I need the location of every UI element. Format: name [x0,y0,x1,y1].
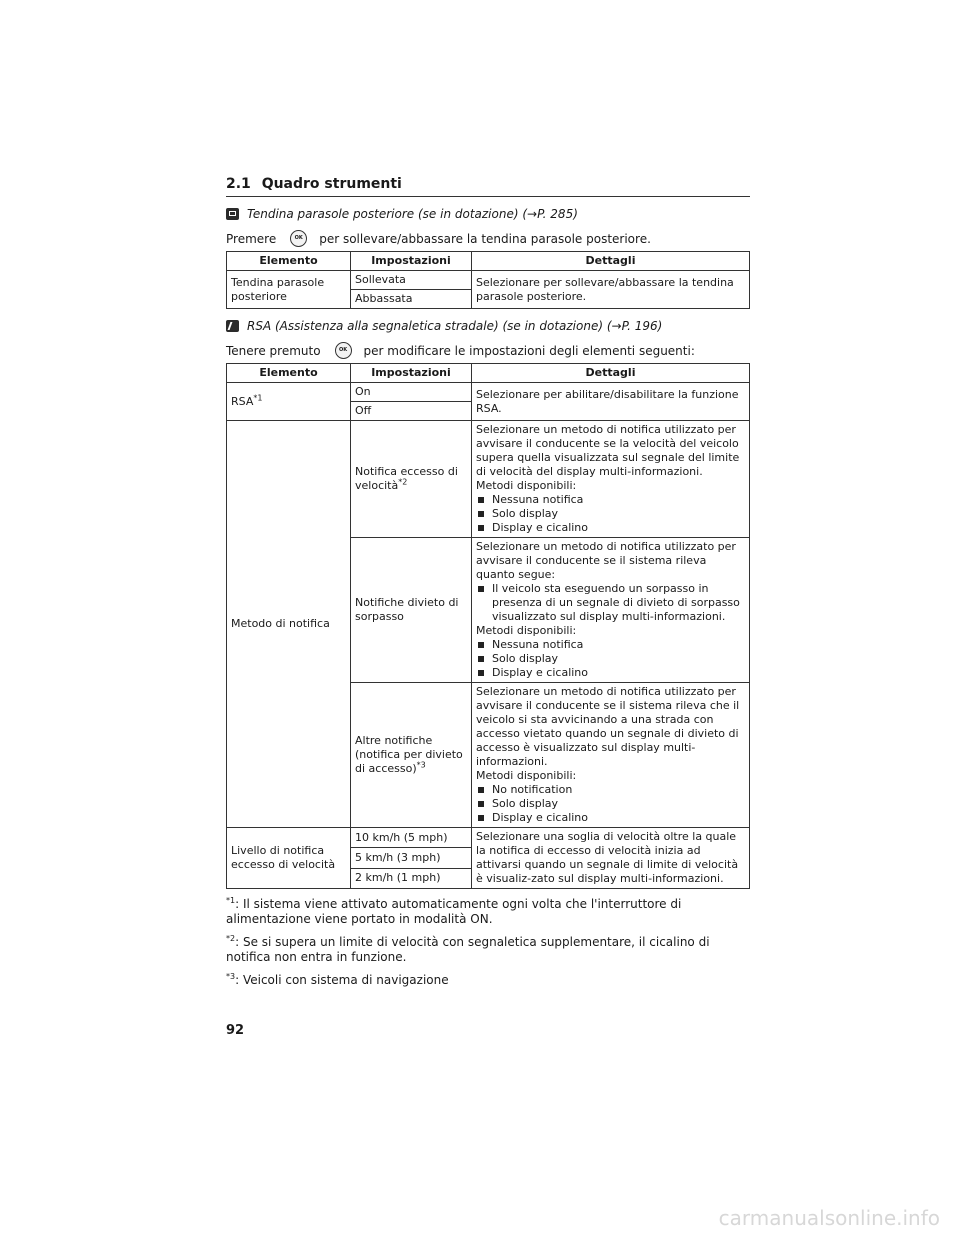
feature-title: Tendina parasole posteriore (se in dotazione) (→P. 285) [247,207,578,221]
details-cell: Selezionare una soglia di velocità oltre la quale la notifica di eccesso di velocità inizia ad attivarsi quando un segnale di limite di velocità è visualiz-zato sul display multi-informazioni. [472,828,750,889]
list-item: Display e cicalino [476,521,745,535]
methods-list [476,493,745,535]
instruction-before: Premere [226,231,277,246]
section-title: Quadro strumenti [261,176,402,192]
sunshade-icon [226,208,239,220]
setting-cell: 10 km/h (5 mph) [351,828,472,848]
setting-cell: Abbassata [351,290,472,309]
instruction-before: Tenere premuto [226,343,321,358]
list-item: Display e cicalino [476,666,745,680]
footnote-mark: *1 [253,392,263,402]
details-cell [472,683,750,828]
page-content [226,176,750,988]
footnote-mark: *2 [398,477,408,487]
footnote-text: : Il sistema viene attivato automaticamente ogni volta che l'interruttore di alimentazione viene portato in modalità ON. [226,897,682,926]
footnote-mark: *1 [226,896,236,905]
methods-label: Metodi disponibili: [476,769,577,782]
instruction-after: per sollevare/abbassare la tendina parasole posteriore. [319,231,651,246]
element-cell [227,383,351,421]
setting-cell [351,421,472,538]
setting-cell: Off [351,402,472,421]
list-item: Nessuna notifica [476,638,745,652]
setting-label: Altre notifiche (notifica per divieto di accesso) [355,734,463,775]
list-item: Display e cicalino [476,811,745,825]
header-impostazioni: Impostazioni [351,252,472,271]
element-cell: Metodo di notifica [227,421,351,828]
footnote-text: : Se si supera un limite di velocità con segnaletica supplementare, il cicalino di notifica non entra in funzione. [226,935,710,964]
footnote-mark: *2 [226,934,236,943]
instruction-line [226,342,750,359]
methods-label: Metodi disponibili: [476,624,577,637]
watermark: carmanualsonline.info [718,1206,940,1230]
instruction-after: per modificare le impostazioni degli elementi seguenti: [363,343,695,358]
element-cell: Livello di notifica eccesso di velocità [227,828,351,889]
list-item: Solo display [476,797,745,811]
header-impostazioni: Impostazioni [351,364,472,383]
section-number: 2.1 [226,176,251,192]
header-elemento: Elemento [227,252,351,271]
feature-rear-sunshade [226,207,750,221]
sunshade-table [226,251,750,309]
setting-cell: 5 km/h (3 mph) [351,848,472,868]
details-cell: Selezionare per abilitare/disabilitare la funzione RSA. [472,383,750,421]
section-header [226,176,750,197]
page-number: 92 [226,1023,245,1038]
methods-list [476,783,745,825]
details-intro: Selezionare un metodo di notifica utilizzato per avvisare il conducente se il sistema rileva quanto segue: [476,540,736,581]
footnote [226,897,750,927]
footnote-text: : Veicoli con sistema di navigazione [235,973,449,987]
ok-button-icon: OK [290,230,307,247]
setting-cell: Sollevata [351,271,472,290]
setting-cell [351,683,472,828]
footnote-mark: *3 [226,972,236,981]
details-cell [472,538,750,683]
details-intro: Selezionare un metodo di notifica utilizzato per avvisare il conducente se il sistema rileva che il veicolo si sta avvicinando a una strada con accesso vietato quando un segnale di divieto di accesso è visualizzato sul display multi-informazioni. [476,685,740,768]
setting-label: Notifica eccesso di velocità [355,465,458,492]
footnote-mark: *3 [416,760,426,770]
details-intro: Selezionare un metodo di notifica utilizzato per avvisare il conducente se la velocità del veicolo supera quella visualizzata sul segnale del limite di velocità del display multi-informazioni. [476,423,740,478]
feature-title: RSA (Assistenza alla segnaletica stradale) (se in dotazione) (→P. 196) [247,319,663,333]
details-cell [472,421,750,538]
setting-cell: 2 km/h (1 mph) [351,868,472,888]
header-dettagli: Dettagli [472,252,750,271]
methods-list [476,638,745,680]
condition-list [476,582,745,624]
element-cell: Tendina parasole posteriore [227,271,351,309]
header-dettagli: Dettagli [472,364,750,383]
element-label: RSA [231,394,254,408]
instruction-line [226,230,750,247]
list-item: Il veicolo sta eseguendo un sorpasso in presenza di un segnale di divieto di sorpasso visualizzato sul display multi-informazioni. [476,582,745,624]
methods-label: Metodi disponibili: [476,479,577,492]
list-item: Solo display [476,507,745,521]
road-sign-icon [226,320,239,332]
footnote [226,935,750,965]
details-cell: Selezionare per sollevare/abbassare la tendina parasole posteriore. [472,271,750,309]
setting-cell: Notifiche divieto di sorpasso [351,538,472,683]
list-item: No notification [476,783,745,797]
list-item: Nessuna notifica [476,493,745,507]
header-elemento: Elemento [227,364,351,383]
setting-cell: On [351,383,472,402]
ok-button-icon: OK [335,342,352,359]
footnote [226,973,750,988]
rsa-table [226,363,750,889]
list-item: Solo display [476,652,745,666]
feature-rsa [226,319,750,333]
